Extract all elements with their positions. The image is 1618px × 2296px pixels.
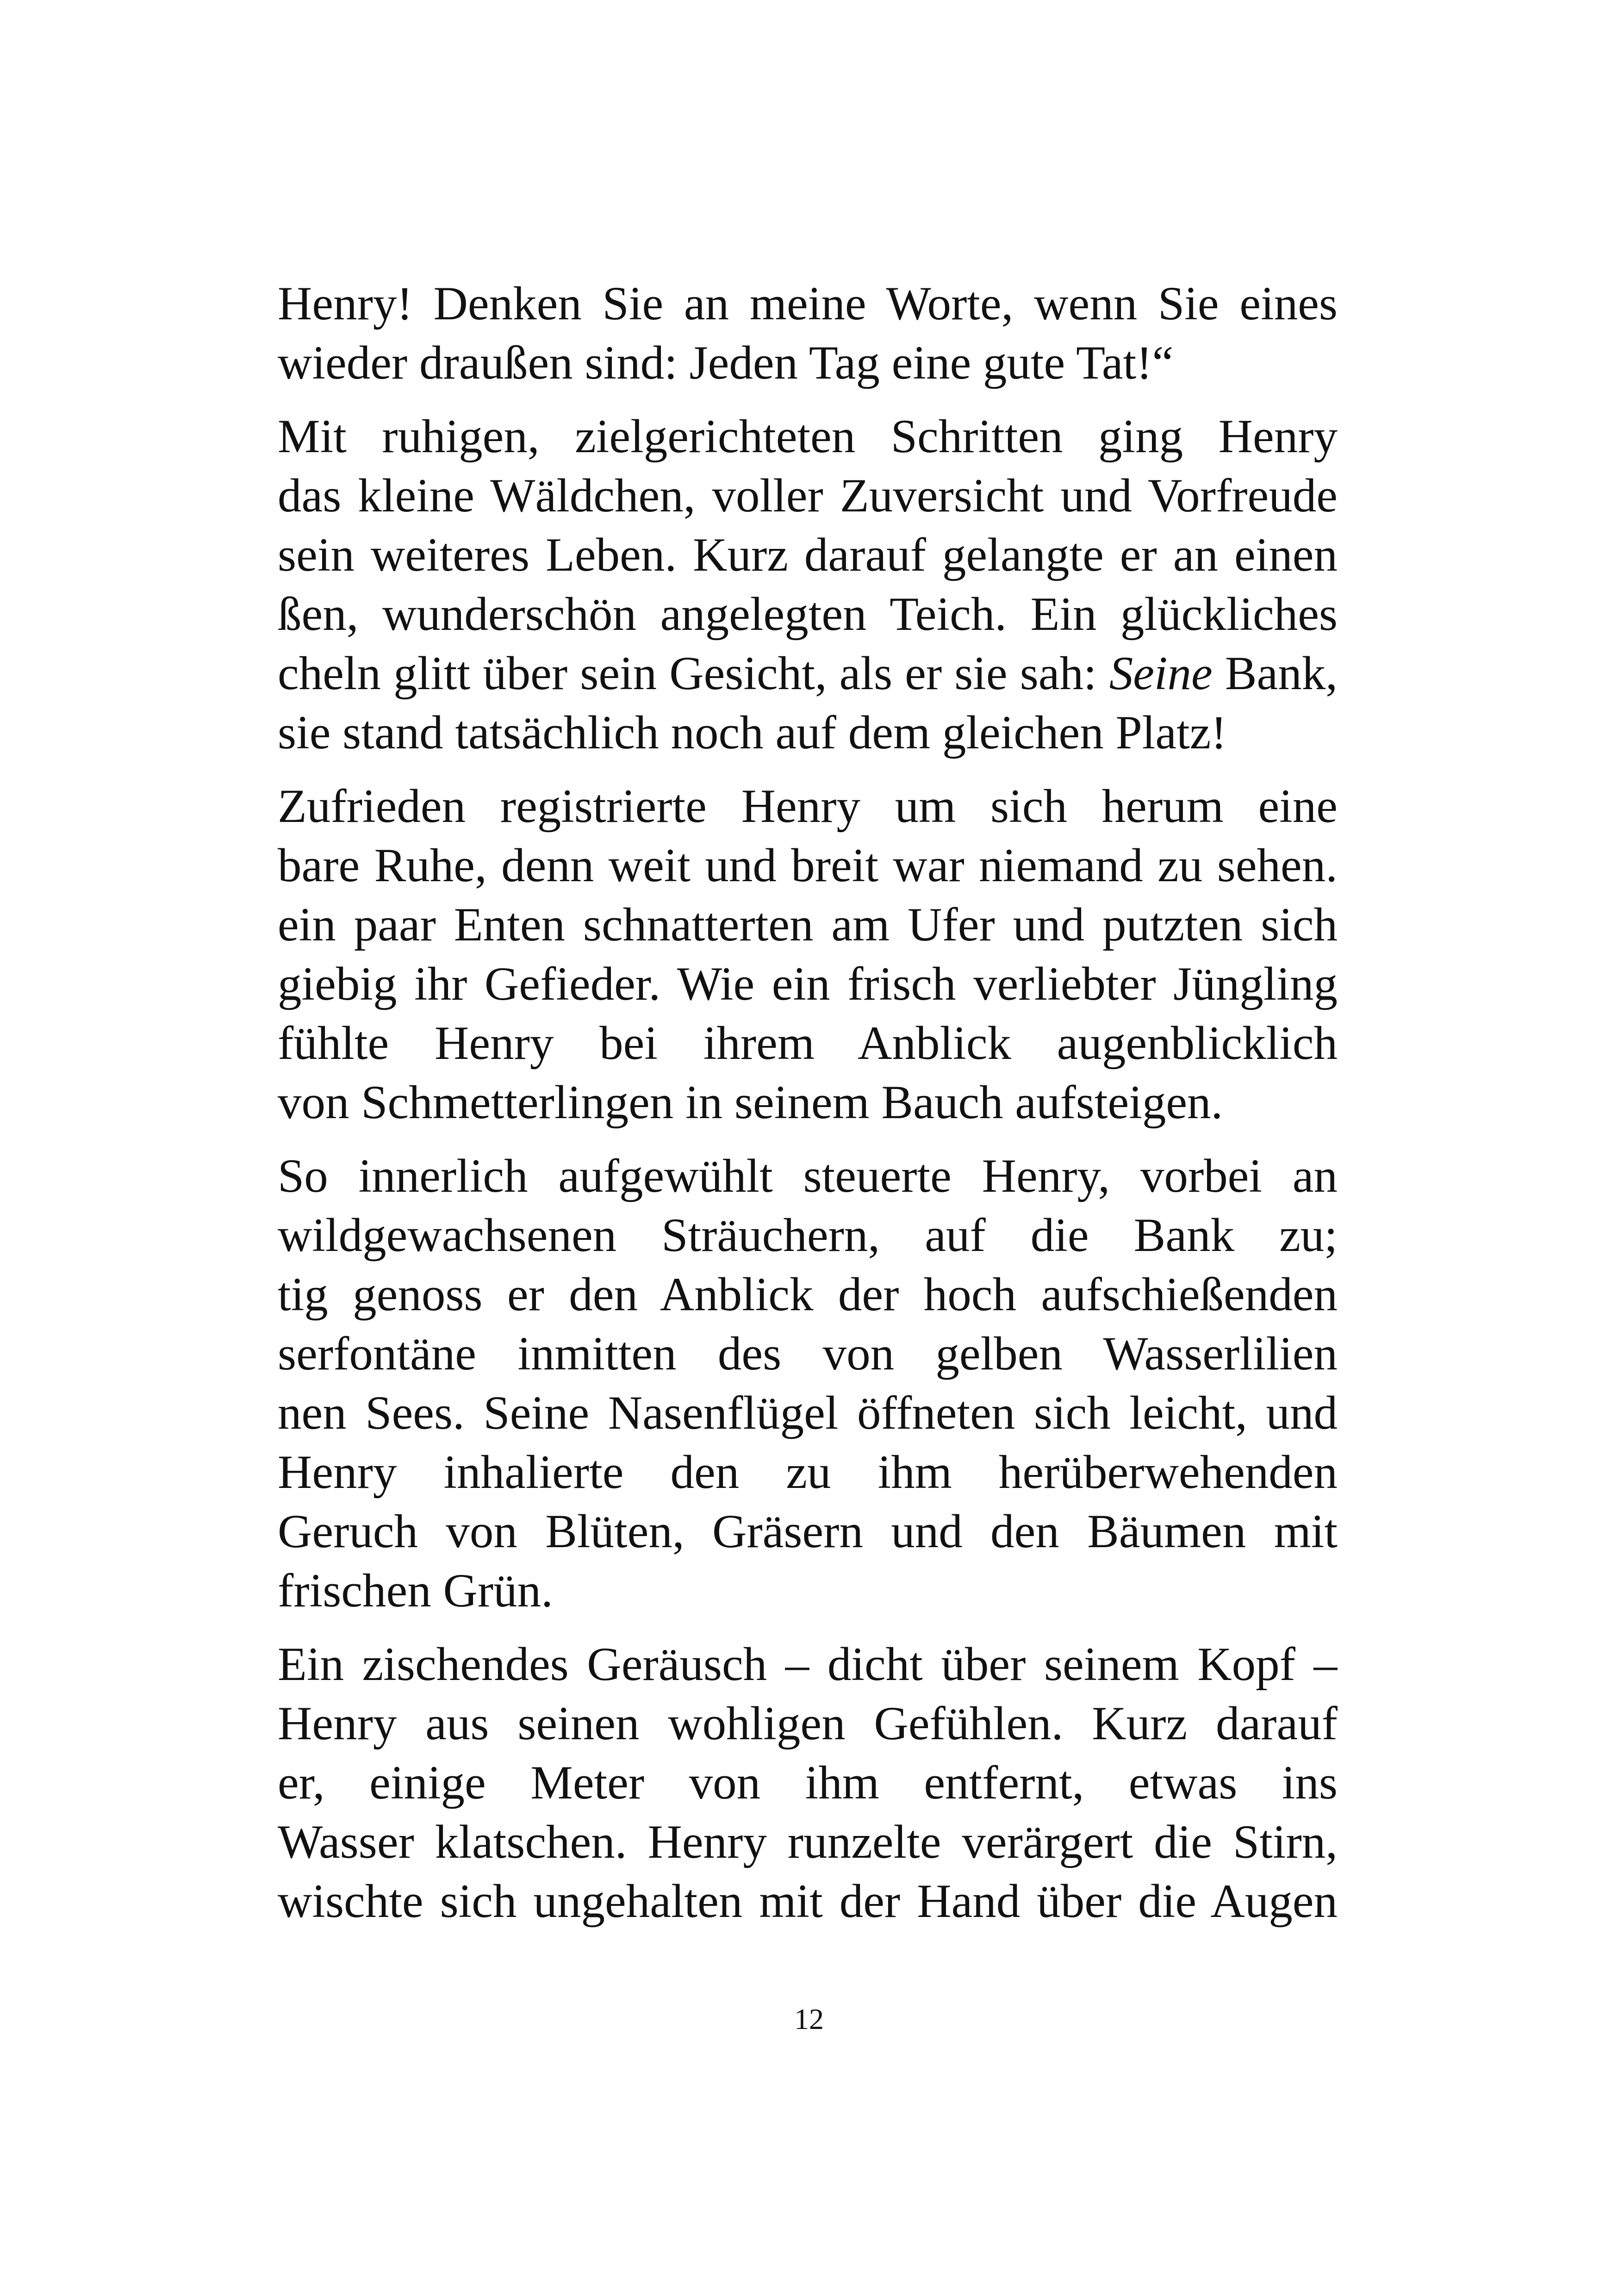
text-line: Ein zischendes Geräusch – dicht über seinem Kopf – (278, 1638, 1338, 1691)
paragraph-5 (278, 1635, 1338, 1931)
paragraph-3 (278, 777, 1338, 1132)
text-line: ein paar Enten schnatterten am Ufer und putzten sich (278, 898, 1338, 951)
text-line: von Schmetterlingen in seinem Bauch aufsteigen. (278, 1076, 1223, 1129)
text-line: wildgewachsenen Sträuchern, auf die Bank zu; (278, 1209, 1338, 1262)
text-segment: Bank, (1212, 647, 1338, 700)
paragraph-1 (278, 274, 1338, 392)
text-line: wieder draußen sind: Jeden Tag eine gute Tat!“ (278, 336, 1174, 389)
text-line: sein weiteres Leben. Kurz darauf gelangte er an einen (278, 529, 1338, 581)
text-line: fühlte Henry bei ihrem Anblick augenblicklich (278, 1017, 1338, 1070)
text-line: nen Sees. Seine Nasenflügel öffneten sich leicht, und (278, 1387, 1338, 1439)
text-line: sie stand tatsächlich noch auf dem gleichen Platz! (278, 706, 1227, 759)
text-line-with-emphasis (278, 644, 1338, 703)
paragraph-2 (278, 407, 1338, 762)
text-line: bare Ruhe, denn weit und breit war niemand zu sehen. (278, 839, 1338, 892)
text-line: So innerlich aufgewühlt steuerte Henry, vorbei an (278, 1150, 1338, 1202)
text-line: Mit ruhigen, zielgerichteten Schritten ging Henry (278, 410, 1338, 463)
paragraph-4 (278, 1146, 1338, 1620)
text-line: Zufrieden registrierte Henry um sich herum eine (278, 780, 1338, 833)
text-line: giebig ihr Gefieder. Wie ein frisch verliebter Jüngling (278, 958, 1338, 1010)
text-line: wischte sich ungehalten mit der Hand über die Augen (278, 1875, 1338, 1928)
page-number: 12 (794, 2003, 824, 2035)
body-text (278, 274, 1338, 1945)
text-line: Geruch von Blüten, Gräsern und den Bäumen mit (278, 1505, 1338, 1558)
text-line: Henry inhalierte den zu ihm herüberwehenden (278, 1446, 1338, 1499)
text-line: er, einige Meter von ihm entfernt, etwas ins (278, 1756, 1338, 1809)
emphasized-word: Seine (1109, 647, 1213, 700)
text-line: Henry aus seinen wohligen Gefühlen. Kurz darauf (278, 1697, 1338, 1750)
text-line: tig genoss er den Anblick der hoch aufschießenden (278, 1268, 1338, 1321)
text-line: frischen Grün. (278, 1564, 553, 1617)
text-segment: cheln glitt über sein Gesicht, als er sie sah: (278, 647, 1109, 700)
text-line: serfontäne inmitten des von gelben Wasserlilien (278, 1327, 1338, 1380)
text-line: das kleine Wäldchen, voller Zuversicht und Vorfreude (278, 469, 1338, 522)
text-line: ßen, wunderschön angelegten Teich. Ein glückliches (278, 588, 1338, 641)
text-line: Henry! Denken Sie an meine Worte, wenn Sie eines (278, 277, 1338, 330)
text-line: Wasser klatschen. Henry runzelte verärgert die Stirn, (278, 1816, 1338, 1868)
